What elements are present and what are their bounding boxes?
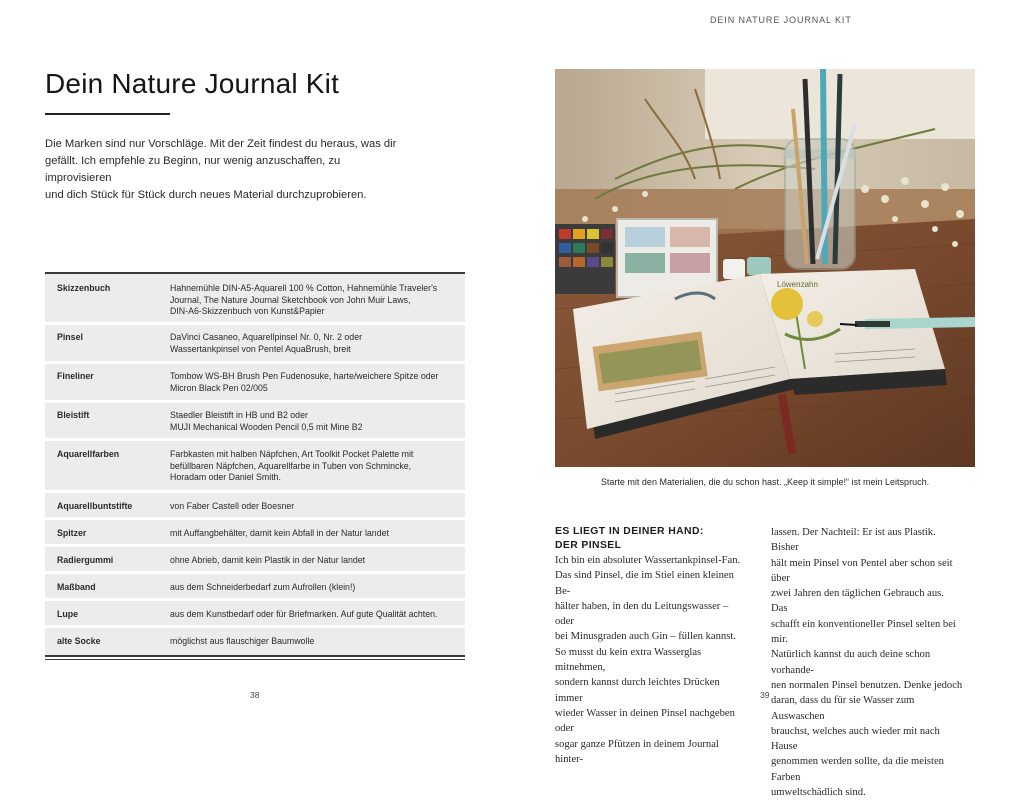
article-line: sogar ganze Pfützen in deinem Journal hinter- bbox=[555, 738, 719, 765]
article-column-right bbox=[771, 525, 963, 800]
page-number-right: 39 bbox=[760, 690, 770, 700]
article-line: hälter haben, in den du Leitungswasser – oder bbox=[555, 600, 729, 628]
article-line: sondern kannst durch leichtes Drücken immer bbox=[555, 677, 720, 704]
article-heading bbox=[555, 525, 747, 553]
row-description bbox=[170, 410, 465, 433]
description-line: DaVinci Casaneo, Aquarellpinsel Nr. 0, Nr. 2 oder bbox=[170, 332, 363, 342]
row-description bbox=[170, 371, 465, 394]
article-line: bei Minusgraden auch Gin – füllen kannst. bbox=[555, 631, 736, 643]
description-line: Hahnemühle DIN-A5-Aquarell 100 % Cotton, Hahnemühle Traveler's bbox=[170, 283, 438, 293]
row-description bbox=[170, 609, 465, 621]
table-row bbox=[45, 601, 465, 628]
description-line: DIN-A6-Skizzenbuch von Kunst&Papier bbox=[170, 306, 325, 317]
table-row bbox=[45, 403, 465, 441]
description-line: aus dem Schneiderbedarf zum Aufrollen (klein!) bbox=[170, 582, 356, 592]
row-item: Lupe bbox=[57, 609, 79, 619]
article-line: Das sind Pinsel, die im Stiel einen kleinen Be- bbox=[555, 570, 734, 597]
row-item: Skizzenbuch bbox=[57, 283, 111, 293]
article-line: So musst du kein extra Wasserglas mitnehmen, bbox=[555, 646, 702, 674]
article-column-left bbox=[555, 525, 747, 767]
row-item: Fineliner bbox=[57, 371, 94, 381]
row-description bbox=[170, 501, 465, 513]
table-row bbox=[45, 547, 465, 574]
table-row bbox=[45, 441, 465, 493]
table-row bbox=[45, 628, 465, 655]
description-line: möglichst aus flauschiger Baumwolle bbox=[170, 636, 315, 646]
running-head: DEIN NATURE JOURNAL KIT bbox=[710, 15, 852, 25]
article-line: zwei Jahren den täglichen Gebrauch aus. Das bbox=[771, 588, 944, 615]
intro-line: und dich Stück für Stück durch neues Material durchzuprobieren. bbox=[45, 189, 367, 201]
row-description bbox=[170, 332, 465, 355]
row-item: Spitzer bbox=[57, 528, 87, 538]
description-line: Tombow WS-BH Brush Pen Fudenosuke, harte/weichere Spitze oder bbox=[170, 371, 439, 381]
article-line: daran, dass du für sie Wasser zum Auswaschen bbox=[771, 695, 915, 722]
description-line: Horadam oder Daniel Smith. bbox=[170, 472, 281, 483]
row-description bbox=[170, 636, 465, 648]
description-line: Wassertankpinsel von Pentel AquaBrush, breit bbox=[170, 343, 351, 354]
description-line: ohne Abrieb, damit kein Plastik in der Natur landet bbox=[170, 555, 366, 565]
row-description bbox=[170, 283, 465, 318]
description-line: Farbkasten mit halben Näpfchen, Art Toolkit Pocket Palette mit bbox=[170, 449, 414, 459]
row-item: Maßband bbox=[57, 582, 96, 592]
photo-caption: Starte mit den Materialien, die du schon hast. „Keep it simple!“ ist mein Leitspruch. bbox=[600, 477, 930, 487]
article-heading-line: DER PINSEL bbox=[555, 540, 622, 551]
brush-pen bbox=[840, 322, 975, 325]
description-line: MUJI Mechanical Wooden Pencil 0,5 mit Mine B2 bbox=[170, 421, 363, 432]
table-row bbox=[45, 364, 465, 403]
intro-line: gefällt. Ich empfehle zu Beginn, nur wenig anzuschaffen, zu improvisieren bbox=[45, 155, 341, 184]
row-item: alte Socke bbox=[57, 636, 101, 646]
intro-line: Die Marken sind nur Vorschläge. Mit der Zeit findest du heraus, was dir bbox=[45, 138, 397, 150]
description-line: von Faber Castell oder Boesner bbox=[170, 501, 295, 511]
article-line: nen normalen Pinsel benutzen. Denke jedoch bbox=[771, 679, 963, 691]
journal-heading: Löwenzahn bbox=[777, 280, 818, 289]
row-item: Radiergummi bbox=[57, 555, 114, 565]
materials-table bbox=[45, 272, 465, 660]
article-line: Natürlich kannst du auch deine schon vorhande- bbox=[771, 649, 931, 676]
table-row bbox=[45, 325, 465, 364]
description-line: Micron Black Pen 02/005 bbox=[170, 382, 268, 393]
row-item: Bleistift bbox=[57, 410, 90, 420]
materials-photo bbox=[555, 69, 975, 467]
table-row bbox=[45, 574, 465, 601]
row-description bbox=[170, 555, 465, 567]
description-line: Journal, The Nature Journal Sketchbook von John Muir Laws, bbox=[170, 294, 411, 305]
row-description bbox=[170, 582, 465, 594]
description-line: aus dem Kunstbedarf oder für Briefmarken. Auf gute Qualität achten. bbox=[170, 609, 438, 619]
article-line: lassen. Der Nachteil: Er ist aus Plastik. Bisher bbox=[771, 527, 936, 554]
row-item: Pinsel bbox=[57, 332, 83, 342]
intro-text bbox=[45, 136, 405, 204]
title-underline bbox=[45, 113, 170, 115]
row-item: Aquarellbuntstifte bbox=[57, 501, 133, 511]
table-bottom-rule bbox=[45, 655, 465, 657]
row-description bbox=[170, 449, 465, 484]
article-heading-line: ES LIEGT IN DEINER HAND: bbox=[555, 526, 704, 537]
article-line: genommen werden sollte, da die meisten Farben bbox=[771, 756, 944, 783]
description-line: befüllbaren Näpfchen, Aquarellfarbe in Tuben von Schmincke, bbox=[170, 460, 412, 471]
page-title: Dein Nature Journal Kit bbox=[45, 68, 340, 99]
row-description bbox=[170, 528, 465, 540]
article-line: Ich bin ein absoluter Wassertankpinsel-Fan. bbox=[555, 555, 741, 566]
description-line: Staedler Bleistift in HB und B2 oder bbox=[170, 410, 308, 420]
article-line: schafft ein konventioneller Pinsel selten bei mir. bbox=[771, 618, 956, 646]
article-line: hält mein Pinsel von Pentel aber schon seit über bbox=[771, 557, 953, 584]
page-number-left: 38 bbox=[250, 690, 260, 700]
table-bottom-rule-thin bbox=[45, 659, 465, 660]
table-row bbox=[45, 274, 465, 325]
description-line: mit Auffangbehälter, damit kein Abfall in der Natur landet bbox=[170, 528, 389, 538]
article-line: wieder Wasser in deinen Pinsel nachgeben oder bbox=[555, 707, 735, 735]
article-line: umweltschädlich sind. bbox=[771, 787, 866, 799]
row-item: Aquarellfarben bbox=[57, 449, 120, 459]
article-line: brauchst, welches auch wieder mit nach Hause bbox=[771, 725, 940, 753]
table-row bbox=[45, 493, 465, 520]
table-row bbox=[45, 520, 465, 547]
